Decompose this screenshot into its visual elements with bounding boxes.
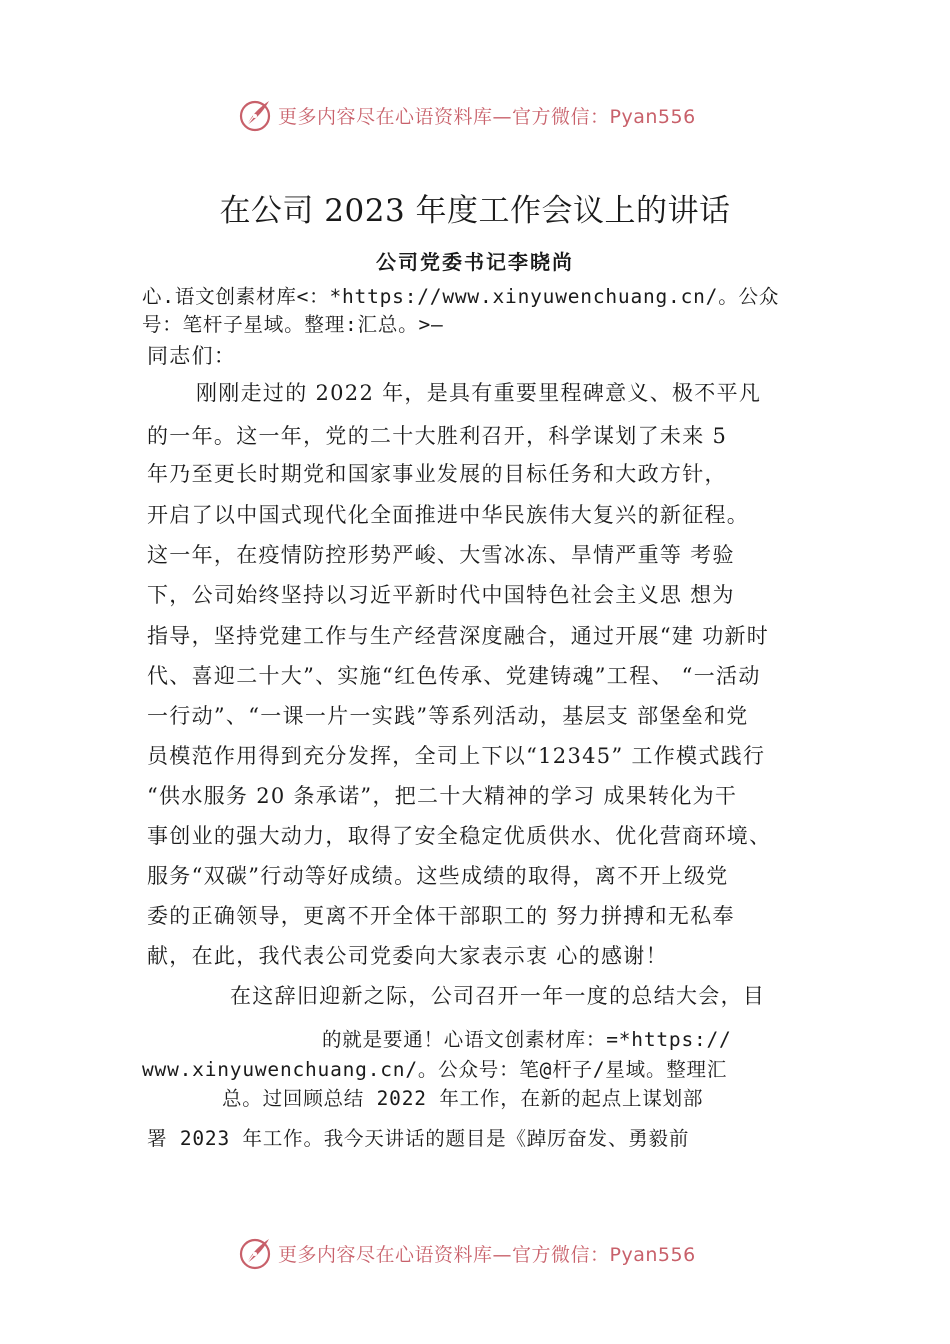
- body-line: www.xinyuwenchuang.cn/。公众号：笔@杆子/星域。整理汇: [142, 1058, 728, 1081]
- header-banner: [238, 95, 696, 135]
- body-line: 指导，坚持党建工作与生产经营深度融合，通过开展“建 功新时: [147, 624, 770, 648]
- quill-pen-icon: [238, 97, 274, 133]
- body-line: 年乃至更长时期党和国家事业发展的目标任务和大政方针，: [147, 462, 727, 486]
- banner-text: 更多内容尽在心语资料库—官方微信：Pyan556: [278, 105, 696, 128]
- body-line: 一行动”、“一课一片一实践”等系列活动，基层支 部堡垒和党: [147, 704, 749, 728]
- body-line: 服务“双碳”行动等好成绩。这些成绩的取得，离不开上级党: [147, 864, 729, 888]
- body-line: 员模范作用得到充分发挥，全司上下以“12345” 工作模式践行: [147, 744, 766, 768]
- body-line: 总。过回顾总结 2022 年工作，在新的起点上谋划部: [222, 1087, 704, 1110]
- document-title: 在公司 2023 年度工作会议上的讲话: [219, 193, 731, 229]
- body-line: “供水服务 20 条承诺”，把二十大精神的学习 成果转化为干: [147, 784, 738, 808]
- document-subtitle: 公司党委书记李晓尚: [376, 250, 574, 274]
- footer-banner: [238, 1233, 696, 1273]
- body-line: 下，公司始终坚持以习近平新时代中国特色社会主义思 想为: [147, 583, 735, 607]
- body-line: 号：笔杆子星域。整理:汇总。>—: [142, 313, 444, 336]
- body-line: 的就是要通！心语文创素材库：=*https://: [322, 1028, 732, 1051]
- body-line: 委的正确领导，更离不开全体干部职工的 努力拼搏和无私奉: [147, 904, 735, 928]
- body-line: 心.语文创素材库<：*https://www.xinyuwenchuang.cn/。公众: [142, 285, 780, 308]
- banner-text: 更多内容尽在心语资料库—官方微信：Pyan556: [278, 1243, 696, 1266]
- body-line: 开启了以中国式现代化全面推进中华民族伟大复兴的新征程。: [147, 503, 750, 527]
- body-line: 代、喜迎二十大”、实施“红色传承、党建铸魂”工程、 “一活动: [147, 664, 761, 688]
- body-line: 的一年。这一年，党的二十大胜利召开，科学谋划了未来 5: [147, 424, 728, 448]
- body-line: 同志们：: [147, 344, 237, 368]
- body-line: 这一年，在疫情防控形势严峻、大雪冰冻、旱情严重等 考验: [147, 543, 735, 567]
- quill-pen-icon: [238, 1235, 274, 1271]
- body-line: 署 2023 年工作。我今天讲话的题目是《踔厉奋发、勇毅前: [147, 1127, 690, 1150]
- body-line: 刚刚走过的 2022 年，是具有重要里程碑意义、极不平凡: [196, 381, 762, 405]
- body-line: 在这辞旧迎新之际，公司召开一年一度的总结大会，目: [230, 984, 766, 1008]
- body-line: 事创业的强大动力，取得了安全稳定优质供水、优化营商环境、: [147, 824, 772, 848]
- body-line: 献，在此，我代表公司党委向大家表示衷 心的感谢！: [147, 944, 668, 968]
